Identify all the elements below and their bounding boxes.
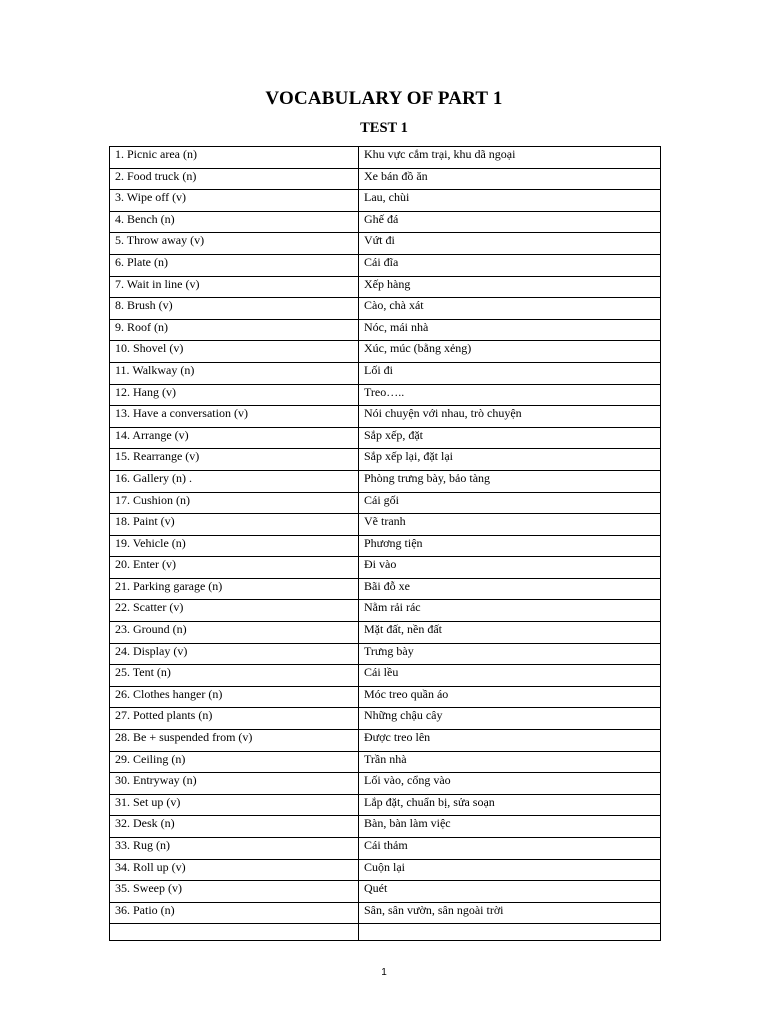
vocab-term: 20. Enter (v) [110, 557, 359, 579]
vocab-term: 30. Entryway (n) [110, 773, 359, 795]
vocab-term: 33. Rug (n) [110, 838, 359, 860]
vocab-term: 7. Wait in line (v) [110, 276, 359, 298]
vocab-meaning: Đi vào [359, 557, 661, 579]
vocab-term: 29. Ceiling (n) [110, 751, 359, 773]
vocab-term: 28. Be + suspended from (v) [110, 730, 359, 752]
vocabulary-table-body [110, 147, 661, 941]
vocab-meaning: Được treo lên [359, 730, 661, 752]
vocab-term: 25. Tent (n) [110, 665, 359, 687]
vocab-term: 14. Arrange (v) [110, 427, 359, 449]
vocab-term: 31. Set up (v) [110, 794, 359, 816]
vocab-meaning: Những chậu cây [359, 708, 661, 730]
vocab-term: 23. Ground (n) [110, 622, 359, 644]
table-row [110, 535, 661, 557]
table-row [110, 341, 661, 363]
vocab-term: 26. Clothes hanger (n) [110, 686, 359, 708]
vocab-term: 1. Picnic area (n) [110, 147, 359, 169]
table-row [110, 384, 661, 406]
table-row [110, 211, 661, 233]
table-row [110, 427, 661, 449]
table-row [110, 686, 661, 708]
table-row [110, 449, 661, 471]
vocab-meaning: Nói chuyện với nhau, trò chuyện [359, 406, 661, 428]
vocab-term: 34. Roll up (v) [110, 859, 359, 881]
vocab-term: 2. Food truck (n) [110, 168, 359, 190]
vocab-meaning: Sắp xếp lại, đặt lại [359, 449, 661, 471]
empty-table-row [110, 924, 661, 941]
vocab-term: 18. Paint (v) [110, 514, 359, 536]
table-row [110, 578, 661, 600]
table-row [110, 859, 661, 881]
vocab-term: 19. Vehicle (n) [110, 535, 359, 557]
vocab-term: 12. Hang (v) [110, 384, 359, 406]
vocab-term: 36. Patio (n) [110, 902, 359, 924]
table-row [110, 730, 661, 752]
vocab-term: 4. Bench (n) [110, 211, 359, 233]
vocab-meaning: Mặt đất, nền đất [359, 622, 661, 644]
document-title: VOCABULARY OF PART 1 [265, 88, 503, 109]
vocab-meaning: Phương tiện [359, 535, 661, 557]
table-row [110, 514, 661, 536]
vocab-meaning: Trưng bày [359, 643, 661, 665]
vocab-meaning: Quét [359, 881, 661, 903]
vocab-meaning: Nóc, mái nhà [359, 319, 661, 341]
vocab-term: 35. Sweep (v) [110, 881, 359, 903]
vocab-meaning: Trần nhà [359, 751, 661, 773]
vocab-term: 27. Potted plants (n) [110, 708, 359, 730]
vocab-meaning: Lau, chùi [359, 190, 661, 212]
vocab-term: 3. Wipe off (v) [110, 190, 359, 212]
empty-cell [359, 924, 661, 941]
vocab-term: 10. Shovel (v) [110, 341, 359, 363]
table-row [110, 168, 661, 190]
table-row [110, 838, 661, 860]
table-row [110, 233, 661, 255]
vocab-meaning: Lối đi [359, 362, 661, 384]
vocab-term: 21. Parking garage (n) [110, 578, 359, 600]
vocab-meaning: Cái đĩa [359, 254, 661, 276]
vocab-term: 8. Brush (v) [110, 298, 359, 320]
vocab-term: 13. Have a conversation (v) [110, 406, 359, 428]
vocab-meaning: Cuộn lại [359, 859, 661, 881]
table-row [110, 147, 661, 169]
table-row [110, 298, 661, 320]
vocab-meaning: Lắp đặt, chuẩn bị, sửa soạn [359, 794, 661, 816]
table-row [110, 190, 661, 212]
table-row [110, 794, 661, 816]
table-row [110, 902, 661, 924]
vocab-meaning: Vẽ tranh [359, 514, 661, 536]
vocab-meaning: Cào, chà xát [359, 298, 661, 320]
table-row [110, 773, 661, 795]
vocab-meaning: Cái lều [359, 665, 661, 687]
vocab-term: 32. Desk (n) [110, 816, 359, 838]
vocab-meaning: Lối vào, cổng vào [359, 773, 661, 795]
table-row [110, 492, 661, 514]
vocab-term: 6. Plate (n) [110, 254, 359, 276]
table-row [110, 622, 661, 644]
table-row [110, 254, 661, 276]
table-row [110, 557, 661, 579]
vocab-meaning: Móc treo quần áo [359, 686, 661, 708]
vocabulary-table [109, 146, 661, 941]
vocab-meaning: Bàn, bàn làm việc [359, 816, 661, 838]
vocab-meaning: Vứt đi [359, 233, 661, 255]
vocab-meaning: Xúc, múc (bằng xẻng) [359, 341, 661, 363]
table-row [110, 643, 661, 665]
table-row [110, 665, 661, 687]
page-number: 1 [381, 967, 387, 978]
vocab-term: 9. Roof (n) [110, 319, 359, 341]
vocab-meaning: Cái gối [359, 492, 661, 514]
vocab-meaning: Nằm rải rác [359, 600, 661, 622]
table-row [110, 600, 661, 622]
vocab-meaning: Treo….. [359, 384, 661, 406]
vocab-term: 24. Display (v) [110, 643, 359, 665]
vocab-meaning: Bãi đỗ xe [359, 578, 661, 600]
vocab-meaning: Sắp xếp, đặt [359, 427, 661, 449]
vocab-meaning: Sân, sân vườn, sân ngoài trời [359, 902, 661, 924]
vocab-meaning: Ghế đá [359, 211, 661, 233]
vocab-meaning: Khu vực cắm trại, khu dã ngoại [359, 147, 661, 169]
table-row [110, 816, 661, 838]
vocab-term: 22. Scatter (v) [110, 600, 359, 622]
vocab-term: 11. Walkway (n) [110, 362, 359, 384]
table-row [110, 751, 661, 773]
table-row [110, 362, 661, 384]
table-row [110, 319, 661, 341]
vocab-meaning: Xếp hàng [359, 276, 661, 298]
vocab-meaning: Cái thảm [359, 838, 661, 860]
vocab-term: 17. Cushion (n) [110, 492, 359, 514]
table-row [110, 881, 661, 903]
vocab-term: 15. Rearrange (v) [110, 449, 359, 471]
table-row [110, 276, 661, 298]
vocab-term: 5. Throw away (v) [110, 233, 359, 255]
vocab-term: 16. Gallery (n) . [110, 470, 359, 492]
empty-cell [110, 924, 359, 941]
table-row [110, 708, 661, 730]
document-subtitle: TEST 1 [360, 120, 408, 136]
vocab-meaning: Phòng trưng bày, bảo tàng [359, 470, 661, 492]
table-row [110, 470, 661, 492]
vocab-meaning: Xe bán đồ ăn [359, 168, 661, 190]
table-row [110, 406, 661, 428]
